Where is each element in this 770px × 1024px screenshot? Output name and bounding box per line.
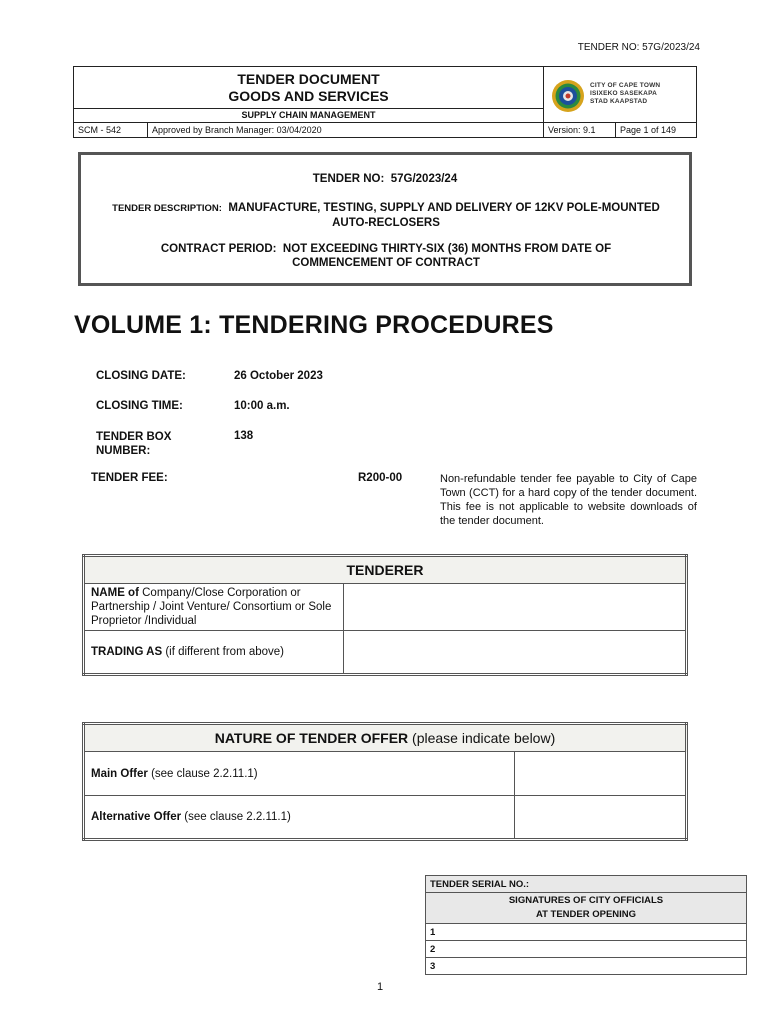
tender-box-label-1: TENDER BOX bbox=[96, 431, 172, 443]
alt-offer-bold: Alternative Offer bbox=[91, 811, 182, 823]
name-rest: Company/Close Corporation or Partnership / Joint Venture/ Consortium or Sole Proprietor /Individual bbox=[91, 587, 332, 627]
header-title bbox=[74, 67, 544, 109]
tender-fee-note: Non-refundable tender fee payable to City of Cape Town (CCT) for a hard copy of the tender document. This fee is not applicable to website downloads of the tender document. bbox=[440, 473, 697, 527]
contract-label: CONTRACT PERIOD: bbox=[160, 243, 277, 255]
tender-box-label-2: NUMBER: bbox=[96, 445, 151, 457]
tender-box-label bbox=[96, 430, 171, 458]
page-count: Page 1 of 149 bbox=[620, 125, 677, 135]
serial-label: TENDER SERIAL NO.: bbox=[426, 876, 747, 893]
signatures-heading bbox=[426, 893, 747, 924]
closing-time-value: 10:00 a.m. bbox=[234, 400, 290, 412]
tender-number bbox=[81, 173, 689, 185]
volume-title: VOLUME 1: TENDERING PROCEDURES bbox=[74, 311, 554, 339]
closing-date-value: 26 October 2023 bbox=[234, 370, 323, 382]
logo-line-3: STAD KAAPSTAD bbox=[590, 98, 648, 105]
doc-code: SCM - 542 bbox=[74, 123, 148, 137]
title-line-1: TENDER DOCUMENT bbox=[237, 71, 380, 87]
tender-no-value: 57G/2023/24 bbox=[390, 173, 458, 185]
company-name-label bbox=[84, 584, 344, 631]
alt-offer-rest: (see clause 2.2.11.1) bbox=[181, 811, 291, 823]
alternative-offer-field[interactable] bbox=[515, 796, 687, 840]
offer-table bbox=[82, 722, 688, 841]
page-number: 1 bbox=[377, 981, 384, 993]
offer-heading-rest: (please indicate below) bbox=[408, 730, 556, 746]
offer-heading bbox=[84, 724, 687, 752]
tender-fee-value: R200-00 bbox=[358, 472, 403, 484]
tender-description bbox=[97, 201, 675, 230]
offer-heading-bold: NATURE OF TENDER OFFER bbox=[214, 730, 409, 746]
description-value: MANUFACTURE, TESTING, SUPPLY AND DELIVERY OF 12KV POLE-MOUNTED AUTO-RECLOSERS bbox=[228, 202, 660, 229]
tender-serial-table bbox=[425, 875, 747, 975]
version: Version: 9.1 bbox=[544, 123, 616, 137]
trading-rest: (if different from above) bbox=[162, 646, 285, 658]
closing-date-label: CLOSING DATE: bbox=[96, 370, 186, 382]
tender-description-box bbox=[78, 152, 692, 286]
signature-row[interactable]: 3 bbox=[426, 958, 747, 975]
trading-bold: TRADING AS bbox=[91, 646, 163, 658]
signature-row[interactable]: 1 bbox=[426, 924, 747, 941]
document-header bbox=[73, 66, 697, 138]
tender-no-label: TENDER NO: bbox=[312, 173, 385, 185]
main-offer-label bbox=[84, 752, 515, 796]
description-label: TENDER DESCRIPTION: bbox=[112, 203, 222, 214]
logo-line-2: ISIXEKO SASEKAPA bbox=[590, 90, 658, 97]
contract-value: NOT EXCEEDING THIRTY-SIX (36) MONTHS FROM DATE OF COMMENCEMENT OF CONTRACT bbox=[282, 243, 612, 269]
closing-time-label: CLOSING TIME: bbox=[96, 400, 183, 412]
tender-fee-label: TENDER FEE: bbox=[91, 472, 168, 484]
trading-as-label bbox=[84, 631, 344, 675]
tender-reference: TENDER NO: 57G/2023/24 bbox=[577, 42, 700, 53]
signature-row[interactable]: 2 bbox=[426, 941, 747, 958]
trading-as-field[interactable] bbox=[344, 631, 687, 675]
city-logo bbox=[544, 67, 696, 123]
contract-period bbox=[111, 242, 661, 270]
city-seal-icon bbox=[551, 79, 585, 113]
alternative-offer-label bbox=[84, 796, 515, 840]
tenderer-table bbox=[82, 554, 688, 676]
company-name-field[interactable] bbox=[344, 584, 687, 631]
header-subtitle: SUPPLY CHAIN MANAGEMENT bbox=[74, 109, 544, 123]
approval-note: Approved by Branch Manager: 03/04/2020 bbox=[148, 123, 544, 137]
tenderer-heading: TENDERER bbox=[84, 556, 687, 584]
logo-text bbox=[590, 82, 660, 106]
title-line-2: GOODS AND SERVICES bbox=[228, 88, 389, 104]
signatures-line-1: SIGNATURES OF CITY OFFICIALS bbox=[508, 895, 664, 906]
main-offer-field[interactable] bbox=[515, 752, 687, 796]
main-offer-rest: (see clause 2.2.11.1) bbox=[147, 767, 258, 780]
name-bold: NAME of bbox=[91, 587, 139, 599]
tender-box-value: 138 bbox=[234, 430, 254, 442]
signatures-line-2: AT TENDER OPENING bbox=[535, 909, 637, 920]
logo-line-1: CITY OF CAPE TOWN bbox=[590, 82, 661, 89]
main-offer-bold: Main Offer bbox=[91, 767, 148, 780]
